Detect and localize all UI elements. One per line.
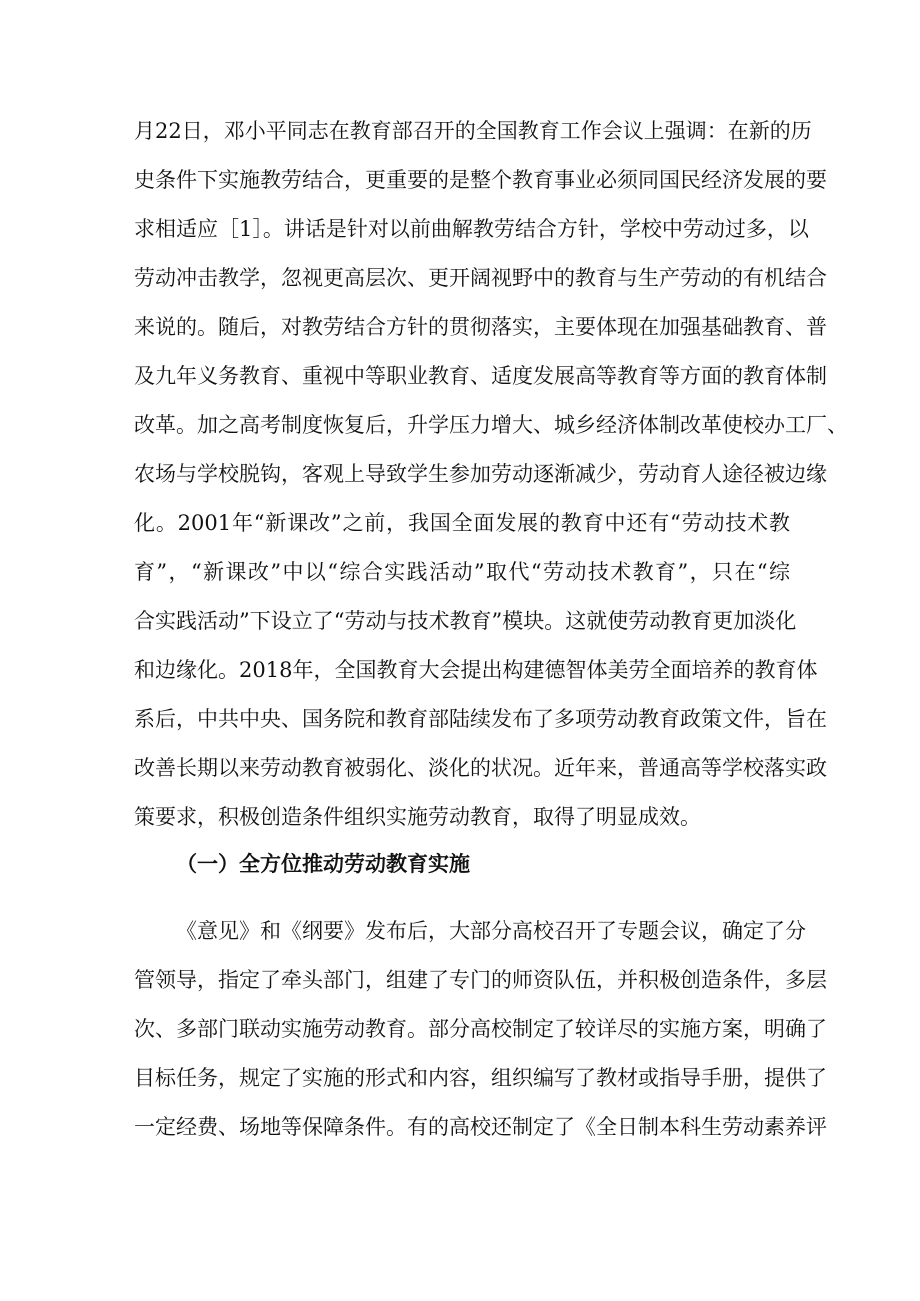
text-line: 改善长期以来劳动教育被弱化、淡化的状况。近年来，普通高等学校落实政 — [134, 756, 827, 780]
text-line: 策要求，积极创造条件组织实施劳动教育，取得了明显成效。 — [134, 805, 701, 829]
text-line: 一定经费、场地等保障条件。有的高校还制定了《全日制本科生劳动素养评 — [134, 1115, 827, 1139]
section-heading: （一）全方位推动劳动教育实施 — [176, 852, 470, 876]
text-line: 《意见》和《纲要》发布后，大部分高校召开了专题会议，确定了分 — [176, 919, 806, 943]
text-line: 合实践活动”下设立了“劳动与技术教育”模块。这就使劳动教育更加淡化 — [134, 609, 797, 633]
text-line: 和边缘化。2018年，全国教育大会提出构建德智体美劳全面培养的教育体 — [134, 658, 818, 682]
text-line: 劳动冲击教学，忽视更高层次、更开阔视野中的教育与生产劳动的有机结合 — [134, 266, 827, 290]
text-line: 系后，中共中央、国务院和教育部陆续发布了多项劳动教育政策文件，旨在 — [134, 707, 827, 731]
text-line: 管领导，指定了牵头部门，组建了专门的师资队伍，并积极创造条件，多层 — [134, 968, 827, 992]
text-line: 月22日，邓小平同志在教育部召开的全国教育工作会议上强调：在新的历 — [134, 119, 812, 143]
text-line: 及九年义务教育、重视中等职业教育、适度发展高等教育等方面的教育体制 — [134, 364, 827, 388]
text-line: 化。2001年“新课改”之前，我国全面发展的教育中还有“劳动技术教 — [134, 511, 790, 535]
text-line: 求相适应［1］。讲话是针对以前曲解教劳结合方针，学校中劳动过多，以 — [134, 217, 809, 241]
text-line: 改革。加之高考制度恢复后，升学压力增大、城乡经济体制改革使校办工厂、 — [134, 413, 848, 437]
text-line: 来说的。随后，对教劳结合方针的贯彻落实，主要体现在加强基础教育、普 — [134, 315, 827, 339]
text-line: 农场与学校脱钩，客观上导致学生参加劳动逐渐减少，劳动育人途径被边缘 — [134, 462, 827, 486]
text-line: 史条件下实施教劳结合，更重要的是整个教育事业必须同国民经济发展的要 — [134, 168, 827, 192]
text-line: 目标任务，规定了实施的形式和内容，组织编写了教材或指导手册，提供了 — [134, 1066, 827, 1090]
text-line: 育”，“新课改”中以“综合实践活动”取代“劳动技术教育”，只在“综 — [134, 560, 790, 584]
text-line: 次、多部门联动实施劳动教育。部分高校制定了较详尽的实施方案，明确了 — [134, 1017, 827, 1041]
